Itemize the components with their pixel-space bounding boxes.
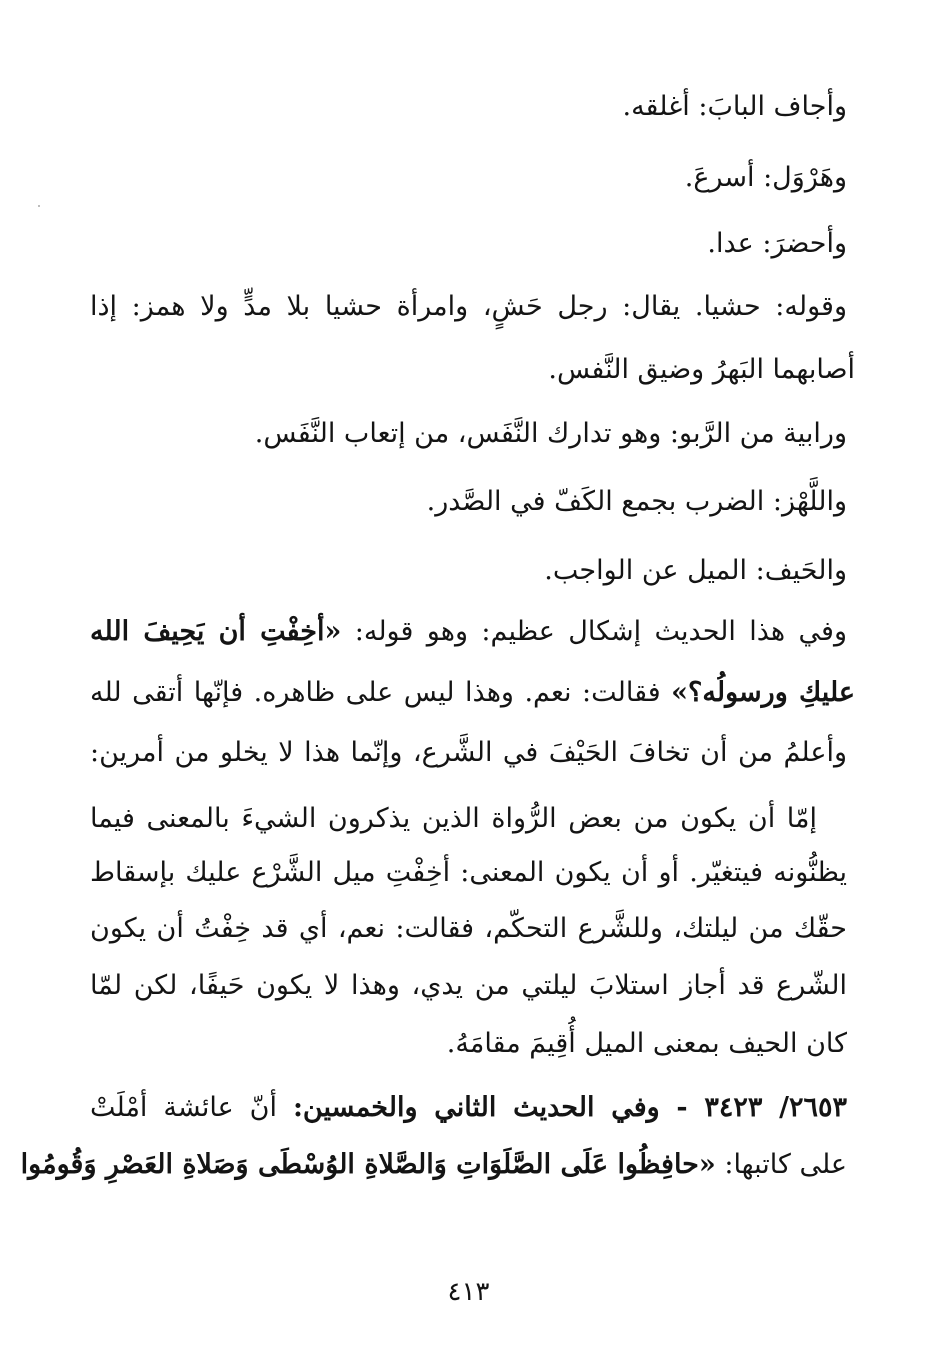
- text-line: وهَرْوَل: أسرعَ.: [684, 162, 847, 193]
- text-line: والحَيف: الميل عن الواجب.: [544, 555, 847, 586]
- text-line: وأحضرَ: عدا.: [707, 228, 847, 259]
- text-line: وقوله: حشيا. يقال: رجل حَشٍ، وامرأة حشيا بلا مدٍّ ولا همز: إذا: [90, 291, 847, 322]
- bold-quote: «أخِفْتِ أن يَحِيفَ الله: [90, 616, 342, 647]
- margin-dot: [38, 205, 40, 207]
- text-segment: على كاتبها:: [715, 1149, 847, 1180]
- text-line: وأجاف البابَ: أغلقه.: [622, 91, 847, 122]
- text-line: يظنُّونه فيتغيّر. أو أن يكون المعنى: أخِفْتِ ميل الشَّرْع عليك بإسقاط: [90, 857, 847, 888]
- text-line: [20, 1145, 847, 1185]
- text-line: ورابية من الرَّبو: وهو تدارك النَّفَس، من إتعاب النَّفَس.: [254, 418, 847, 449]
- text-line: إمّا أن يكون من بعض الرُّواة الذين يذكرون الشيءَ بالمعنى فيما: [90, 803, 817, 834]
- text-segment: أنّ عائشة أمْلَتْ: [90, 1092, 293, 1123]
- bold-quote: عليكِ ورسولُه؟»: [671, 677, 855, 708]
- text-segment: فقالت: نعم. وهذا ليس على ظاهره. فإنّها أتقى لله: [90, 677, 672, 708]
- text-line: [90, 1088, 847, 1128]
- text-line: [90, 673, 855, 713]
- text-line: الشّرع قد أجاز استلابَ ليلتي من يدي، وهذا لا يكون حَيفًا، لكن لمّا: [90, 970, 847, 1001]
- page-number: ٤١٣: [447, 1277, 490, 1307]
- text-line: أصابهما البَهرُ وضيق النَّفس.: [548, 354, 855, 385]
- text-line: حقّك من ليلتك، وللشَّرع التحكّم، فقالت: نعم، أي قد خِفْتُ أن يكون: [90, 913, 847, 944]
- text-line: كان الحيف بمعنى الميل أُقِيمَ مقامَهُ.: [446, 1028, 847, 1059]
- text-line: واللَّهْز: الضرب بجمع الكَفّ في الصَّدر.: [426, 486, 847, 517]
- text-segment: وفي هذا الحديث إشكال عظيم: وهو قوله:: [341, 616, 847, 647]
- text-line: [90, 612, 847, 652]
- hadith-number: ٢٦٥٣/ ٣٤٢٣ - وفي الحديث الثاني والخمسين:: [292, 1092, 847, 1123]
- text-line: وأعلمُ من أن تخافَ الحَيْفَ في الشَّرع، وإنّما هذا لا يخلو من أمرين:: [90, 737, 847, 768]
- bold-quote: «حافِظُوا عَلَى الصَّلَوَاتِ وَالصَّلاةِ الوُسْطَى وَصَلاةِ العَصْرِ وَقُومُوا: [20, 1149, 716, 1180]
